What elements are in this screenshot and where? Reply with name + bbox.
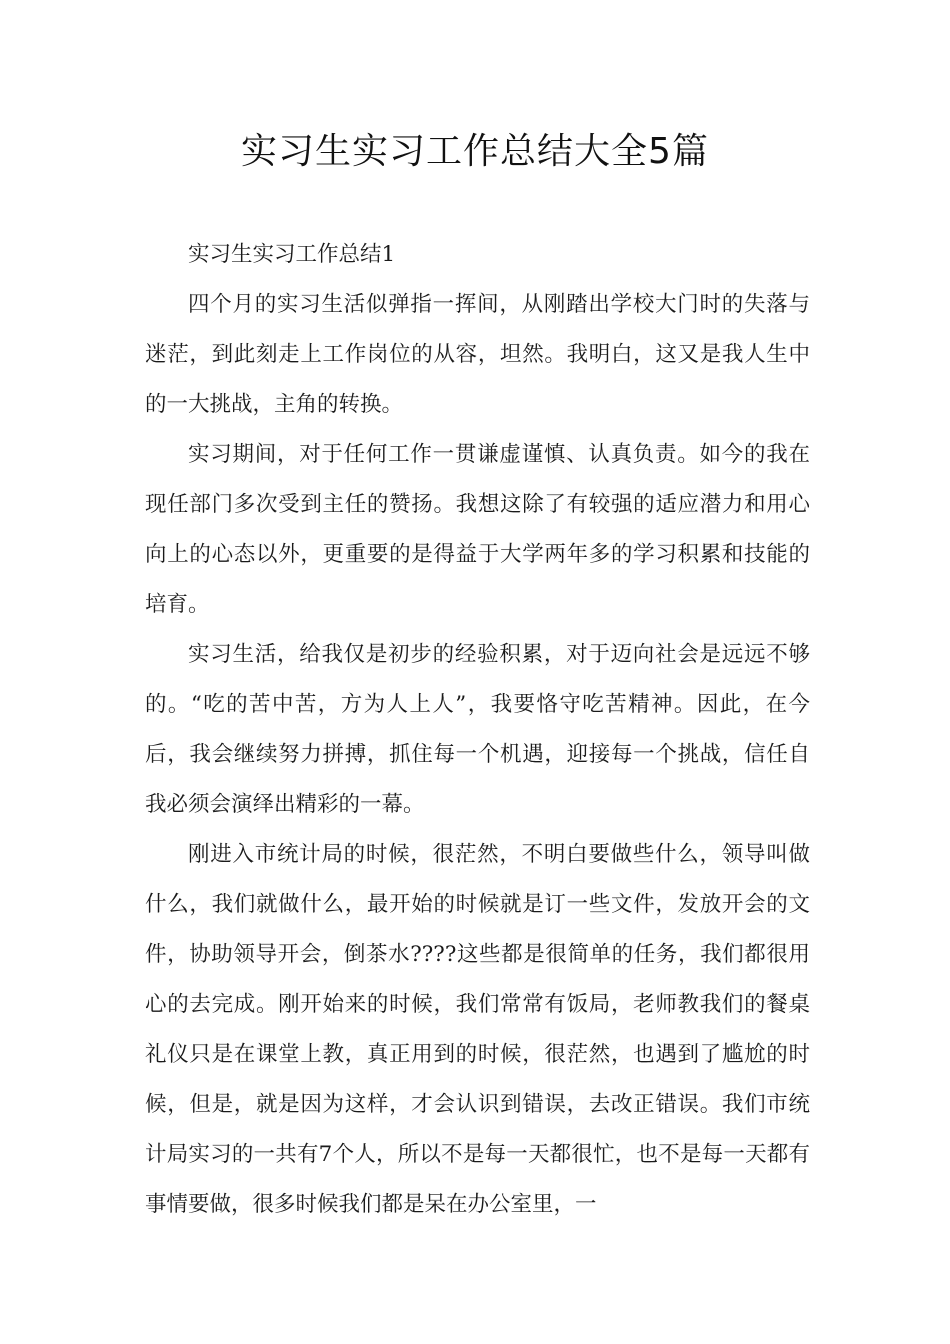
document-title: 实习生实习工作总结大全5篇 <box>241 131 709 172</box>
paragraph: 实习生活，给我仅是初步的经验积累，对于迈向社会是远远不够的。“吃的苦中苦，方为人上人”，我要恪守吃苦精神。因此，在今后，我会继续努力拼搏，抓住每一个机遇，迎接每一个挑战，信任自我必须会演绎出精彩的一幕。 <box>145 642 810 817</box>
document-body <box>145 230 810 1230</box>
paragraph: 实习期间，对于任何工作一贯谦虚谨慎、认真负责。如今的我在现任部门多次受到主任的赞扬。我想这除了有较强的适应潜力和用心向上的心态以外，更重要的是得益于大学两年多的学习积累和技能的培育。 <box>145 442 810 617</box>
paragraph: 刚进入市统计局的时候，很茫然，不明白要做些什么，领导叫做什么，我们就做什么，最开始的时候就是订一些文件，发放开会的文件，协助领导开会，倒茶水????这些都是很简单的任务，我们都很用心的去完成。刚开始来的时候，我们常常有饭局，老师教我们的餐桌礼仪只是在课堂上教，真正用到的时候，很茫然，也遇到了尴尬的时候，但是，就是因为这样，才会认识到错误，去改正错误。我们市统计局实习的一共有7个人，所以不是每一天都很忙，也不是每一天都有事情要做，很多时候我们都是呆在办公室里，一 <box>145 842 810 1217</box>
section-heading: 实习生实习工作总结1 <box>188 242 396 267</box>
paragraph: 四个月的实习生活似弹指一挥间，从刚踏出学校大门时的失落与迷茫，到此刻走上工作岗位的从容，坦然。我明白，这又是我人生中的一大挑战，主角的转换。 <box>145 292 810 417</box>
